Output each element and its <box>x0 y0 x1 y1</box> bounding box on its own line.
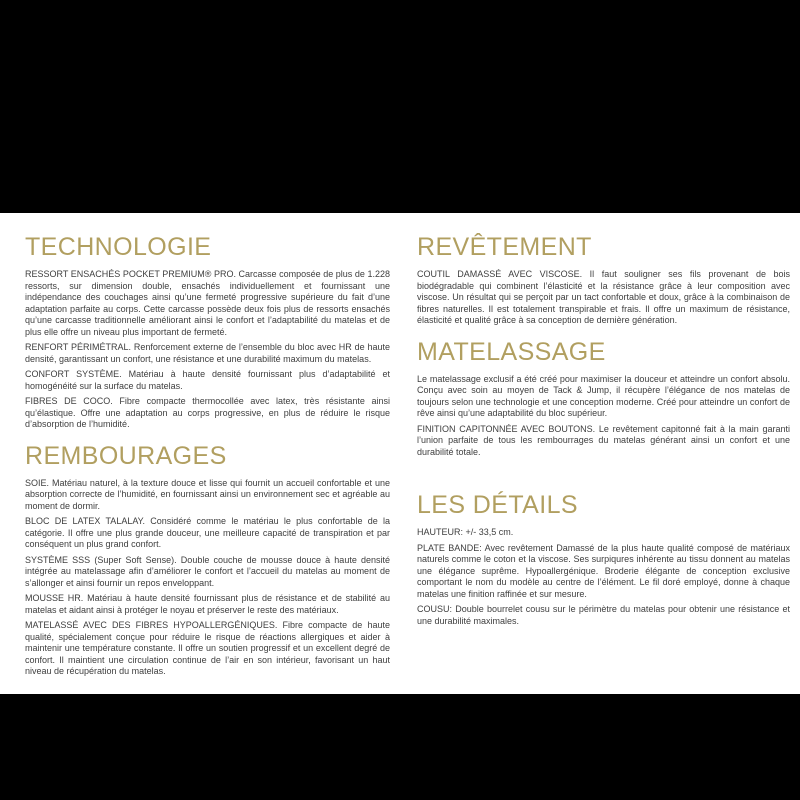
paragraph-fibres-de-coco: FIBRES DE COCO. Fibre compacte thermocollée avec latex, très résistante ainsi qu’élastique. Offre une adaptation au corps progressive, en plus de réduire le risque d’absorption de l’humidité. <box>25 396 390 429</box>
section-les-details <box>417 492 790 627</box>
section-heading-revetement: REVÊTEMENT <box>417 233 592 261</box>
right-column <box>417 234 790 682</box>
paragraph-systeme-sss: SYSTÈME SSS (Super Soft Sense). Double couche de mousse douce à haute densité intégrée au matelassage afin d’améliorer le confort et l’accueil du matelas au moment de s’allonger et ainsi fournir un repos enveloppant. <box>25 554 390 588</box>
paragraph-coutil-damasse: COUTIL DAMASSÉ AVEC VISCOSE. Il faut souligner ses fils provenant de bois biodégradable qui combinent l’élasticité et la résistance grâce à leur composition avec viscose. Un résultat qui se perçoit par un tact confortable et doux, grâce à la combinaison de fibres naturelles. Il est totalement transpirable et frais. Il offre un maximum de résistance, élasticité et qualité grâce à sa conception de dernière génération. <box>417 269 790 325</box>
section-heading-technologie: TECHNOLOGIE <box>25 233 212 261</box>
paragraph-cousu: COUSU: Double bourrelet cousu sur le périmètre du matelas pour obtenir une résistance et une durabilité maximales. <box>417 604 790 626</box>
paragraph-ressort-ensaches: RESSORT ENSACHÉS POCKET PREMIUM® PRO. Carcasse composée de plus de 1.228 ressorts, sur dimension double, ensachés individuellement et fournissant une indépendance des couchages ainsi qu’une fermeté progressive supérieure du fait d’une adaptation parfaite au corps. Cette carcasse possède deux fois plus de ressorts ensachés qu’une carcasse traditionnelle améliorant ainsi le confort et l’adaptabilité du matelas et de plus elle offre un niveau plus important de fermeté. <box>25 269 390 337</box>
paragraph-mousse-hr: MOUSSE HR. Matériau à haute densité fournissant plus de résistance et de stabilité au matelas et aidant ainsi à protéger le noyau et préserver le reste des matériaux. <box>25 593 390 615</box>
section-revetement <box>417 234 790 327</box>
section-rembourages <box>25 443 390 678</box>
paragraph-finition-capitonnee: FINITION CAPITONNÉE AVEC BOUTONS. Le revêtement capitonné fait à la main garanti l’union parfaite de tous les rembourrages du matelas générant ainsi un confort et une durabilité totale. <box>417 423 790 457</box>
paragraph-matelasse-fibres: MATELASSÉ AVEC DES FIBRES HYPOALLERGÉNIQUES. Fibre compacte de haute qualité, spécialement conçue pour réduire le risque de réactions allergiques et aider à maintenir une température constante. Il offre un soutien progressif et un excellent degré de confort. Il maintient une circulation continue de l’air en son intérieur, favorisant un haut niveau de récupération du matelas. <box>25 620 390 676</box>
section-technologie <box>25 234 390 431</box>
paragraph-renfort-perimetral: RENFORT PÉRIMÉTRAL. Renforcement externe de l’ensemble du bloc avec HR de haute densité, garantissant un confort, une résistance et une durabilité maximum du matelas. <box>25 342 390 364</box>
paragraph-hauteur: HAUTEUR: +/- 33,5 cm. <box>417 527 514 537</box>
paragraph-plate-bande: PLATE BANDE: Avec revêtement Damassé de la plus haute qualité composé de matériaux naturels comme le coton et la viscose. Ses surpiqures inhérente au tissu donnent au matelas une élégance suprême. Hypoallergénique. Broderie élégante de conception exclusive comportant le nom du modèle au centre de l’élément. Le fil doré employé, donne à chaque matelas une finition raffinée et sur mesure. <box>417 542 790 599</box>
paragraph-bloc-de-latex: BLOC DE LATEX TALALAY. Considéré comme le matériau le plus confortable de la catégorie. Il offre une plus grande douceur, une meilleure capacité de transpiration et par conséquent un plus grand confort. <box>25 516 390 549</box>
section-heading-les-details: LES DÉTAILS <box>417 491 578 519</box>
section-matelassage <box>417 339 790 459</box>
paragraph-matelassage-exclusif: Le matelassage exclusif a été créé pour maximiser la douceur et atteindre un confort absolu. Conçu avec soin au moyen de Tack & Jump, il récupère l’élégance de nos matelas de toujours selon une technologie et une conception moderne. Créé pour atteindre un confort de rêve ainsi qu’une adaptabilité du bloc supérieur. <box>417 373 790 418</box>
paragraph-soie: SOIE. Matériau naturel, à la texture douce et lisse qui fournit un accueil confortable et une absorption correcte de l’humidité, en fournissant ainsi un environnement sec et agréable au moment de dormir. <box>25 477 390 511</box>
brochure-spec-page <box>0 213 800 694</box>
section-heading-matelassage: MATELASSAGE <box>417 337 606 366</box>
left-column <box>25 234 390 682</box>
paragraph-confort-systeme: CONFORT SYSTÈME. Matériau à haute densité fournissant plus d’adaptabilité et homogénéité sur la surface du matelas. <box>25 369 390 391</box>
section-heading-rembourages: REMBOURAGES <box>25 441 227 470</box>
